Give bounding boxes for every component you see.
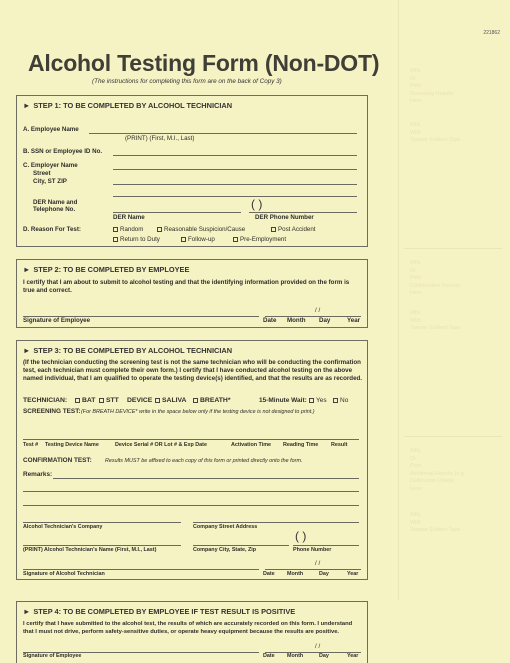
technician-signature-field[interactable] — [23, 569, 259, 570]
phone-label: Phone Number — [293, 547, 332, 553]
sidebar-divider — [398, 0, 399, 600]
step3-certification: (If the technician conducting the screening test is not the same technician who will be conducting the confirmation test, each technician must complete their own form.) I certify that I have conducted alcohol testing on the above named individual, that I am qualified to operate the testing device(s) identified, and that the results are as recorded. — [23, 359, 363, 382]
sidebar-block: Affix Or Print Additional Results (e.g. Calibration Check) Here — [410, 448, 466, 492]
technician-company-field[interactable] — [23, 522, 181, 523]
col-reading-time: Reading Time — [283, 442, 319, 448]
der-label: DER Name and — [33, 199, 78, 206]
ssn-label: B. SSN or Employee ID No. — [23, 148, 103, 155]
month-label: Month — [287, 317, 306, 324]
der-phone-field[interactable] — [249, 212, 357, 213]
company-city-label: Company City, State, Zip — [193, 547, 257, 553]
year-label: Year — [347, 571, 359, 577]
reason-follow-up-checkbox[interactable]: Follow-up — [181, 236, 215, 243]
employer-city-label: City, ST ZIP — [33, 178, 67, 185]
step3-header: ► STEP 3: TO BE COMPLETED BY ALCOHOL TECHNICIAN — [23, 346, 233, 355]
year-label: Year — [347, 317, 361, 324]
device-breath-checkbox[interactable]: BREATH* — [193, 397, 230, 404]
device-saliva-checkbox[interactable]: SALIVA — [155, 397, 186, 404]
col-device-name: Testing Device Name — [45, 442, 99, 448]
day-label: Day — [319, 317, 331, 324]
confirmation-note: Results MUST be affixed to each copy of this form or printed directly onto the form. — [105, 458, 303, 464]
form-subtitle: (The instructions for completing this form are on the back of Copy 3) — [92, 78, 282, 85]
sidebar-block: Affix With Tamper Evident Tape — [410, 512, 461, 533]
company-street-label: Company Street Address — [193, 524, 258, 530]
der-name-field[interactable] — [113, 212, 241, 213]
company-city-field[interactable] — [193, 545, 289, 546]
year-label: Year — [347, 653, 359, 659]
sidebar-block: Affix Or Print Confirmation Results Here — [410, 260, 461, 296]
reason-return-to-duty-checkbox[interactable]: Return to Duty — [113, 236, 160, 243]
der-phone-caption: DER Phone Number — [255, 214, 314, 221]
remarks-field-3[interactable] — [23, 505, 359, 506]
employer-address-field-2[interactable] — [113, 196, 357, 197]
sidebar-block: Affix With Tamper Evident Tape — [410, 122, 461, 143]
date-slashes: / / — [315, 560, 321, 567]
employer-name-field[interactable] — [113, 169, 357, 170]
remarks-label: Remarks: — [23, 471, 53, 478]
der-name-caption: DER Name — [113, 214, 145, 221]
col-result: Result — [331, 442, 348, 448]
date-slashes: / / — [315, 643, 321, 650]
sidebar-rule — [404, 436, 502, 437]
screening-label: SCREENING TEST: — [23, 408, 81, 415]
step4-certification: I certify that I have submitted to the alcohol test, the results of which are accurately recorded on this form. I understand that I must not drive, perform safety-sensitive duties, or operate heavy equipment because the results are positive. — [23, 621, 353, 635]
technician-company-label: Alcohol Technician's Company — [23, 524, 103, 530]
date-label: Date — [263, 317, 277, 324]
screening-results-field[interactable] — [23, 439, 359, 440]
reason-pre-employment-checkbox[interactable]: Pre-Employment — [233, 236, 286, 243]
wait-no-checkbox[interactable]: No — [333, 397, 348, 404]
form-title: Alcohol Testing Form (Non-DOT) — [28, 50, 380, 76]
employer-name-label: C. Employer Name — [23, 162, 78, 169]
step2-header: ► STEP 2: TO BE COMPLETED BY EMPLOYEE — [23, 265, 190, 274]
step4-section — [16, 601, 368, 663]
date-label: Date — [263, 653, 275, 659]
tech-bat-checkbox[interactable]: BAT — [75, 397, 95, 404]
remarks-field-2[interactable] — [23, 491, 359, 492]
date-label: Date — [263, 571, 275, 577]
step1-section — [16, 95, 368, 247]
der-label-2: Telephone No. — [33, 206, 76, 213]
technician-phone-field[interactable] — [293, 545, 359, 546]
technician-name-label: (PRINT) Alcohol Technician's Name (First, M.I., Last) — [23, 547, 157, 553]
screening-note: (For BREATH DEVICE* write in the space below only if the testing device is not designed to print.) — [81, 409, 315, 415]
reason-label: D. Reason For Test: — [23, 226, 81, 233]
reason-post-accident-checkbox[interactable]: Post Accident — [271, 226, 316, 233]
company-street-field[interactable] — [193, 522, 359, 523]
col-activation-time: Activation Time — [231, 442, 272, 448]
der-phone-paren: ( ) — [251, 197, 263, 211]
employee-signature-label-step4: Signature of Employee — [23, 653, 82, 659]
sidebar-block: Affix Or Print Screening Results Here — [410, 68, 454, 104]
technician-date-field[interactable] — [265, 569, 361, 570]
technician-signature-label: Signature of Alcohol Technician — [23, 571, 105, 577]
col-test-number: Test # — [23, 442, 39, 448]
employee-signature-label: Signature of Employee — [23, 317, 91, 324]
technician-name-field[interactable] — [23, 545, 181, 546]
employer-address-field[interactable] — [113, 184, 357, 185]
step2-certification: I certify that I am about to submit to alcohol testing and that the identifying information provided on the form is true and correct. — [23, 279, 350, 294]
wait-label: 15-Minute Wait: — [259, 397, 307, 404]
day-label: Day — [319, 571, 329, 577]
day-label: Day — [319, 653, 329, 659]
employee-name-hint: (PRINT) (First, M.I., Last) — [125, 135, 195, 142]
confirmation-label: CONFIRMATION TEST: — [23, 457, 92, 464]
employee-name-field[interactable] — [89, 133, 357, 134]
wait-yes-checkbox[interactable]: Yes — [309, 397, 327, 404]
technician-label: TECHNICIAN: — [23, 397, 68, 404]
tech-stt-checkbox[interactable]: STT — [99, 397, 119, 404]
device-label: DEVICE — [127, 397, 153, 404]
phone-paren: ( ) — [295, 529, 307, 543]
remarks-field-1[interactable] — [53, 478, 359, 479]
ssn-field[interactable] — [113, 155, 357, 156]
sidebar-block: Affix With Tamper Evident Tape — [410, 310, 461, 331]
reason-random-checkbox[interactable]: Random — [113, 226, 143, 233]
step1-header: ► STEP 1: TO BE COMPLETED BY ALCOHOL TECHNICIAN — [23, 101, 233, 110]
form-number: 221862 — [483, 30, 500, 36]
step3-section — [16, 340, 368, 580]
employer-street-label: Street — [33, 170, 51, 177]
month-label: Month — [287, 653, 304, 659]
step2-section — [16, 259, 368, 328]
step4-header: ► STEP 4: TO BE COMPLETED BY EMPLOYEE IF TEST RESULT IS POSITIVE — [23, 607, 296, 616]
reason-suspicion-checkbox[interactable]: Reasonable Suspicion/Cause — [157, 226, 245, 233]
month-label: Month — [287, 571, 304, 577]
col-serial: Device Serial # OR Lot # & Exp Date — [115, 442, 207, 448]
date-slashes: / / — [315, 307, 321, 314]
sidebar-rule — [404, 248, 502, 249]
employee-name-label: A. Employee Name — [23, 126, 79, 133]
